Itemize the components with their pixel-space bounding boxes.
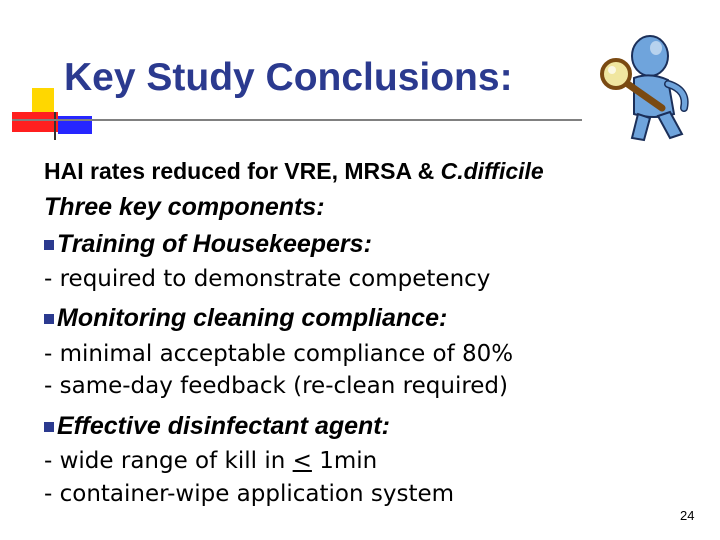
decor-red-bar [12, 112, 58, 132]
bullet-square-icon [44, 422, 54, 432]
bullet-square-icon [44, 314, 54, 324]
bullet-monitoring: Monitoring cleaning compliance: [44, 306, 447, 331]
bullet-disinfectant: Effective disinfectant agent: [44, 414, 390, 439]
title-underline [12, 119, 582, 121]
training-detail: - required to demonstrate competency [44, 266, 491, 292]
components-heading: Three key components: [44, 193, 325, 221]
detective-magnifier-icon [592, 28, 702, 148]
bullet-square-icon [44, 240, 54, 250]
disinfectant-detail-1: - wide range of kill in < 1min [44, 448, 378, 474]
monitoring-detail-1: - minimal acceptable compliance of 80% [44, 341, 514, 367]
decor-vertical-line [54, 112, 56, 140]
disinfectant-detail-2: - container-wipe application system [44, 481, 455, 507]
slide-title: Key Study Conclusions: [64, 56, 513, 99]
bullet-training: Training of Housekeepers: [44, 232, 372, 257]
hai-summary: HAI rates reduced for VRE, MRSA & C.difficile [44, 158, 544, 184]
monitoring-detail-2: - same-day feedback (re-clean required) [44, 373, 509, 399]
page-number: 24 [680, 508, 695, 523]
